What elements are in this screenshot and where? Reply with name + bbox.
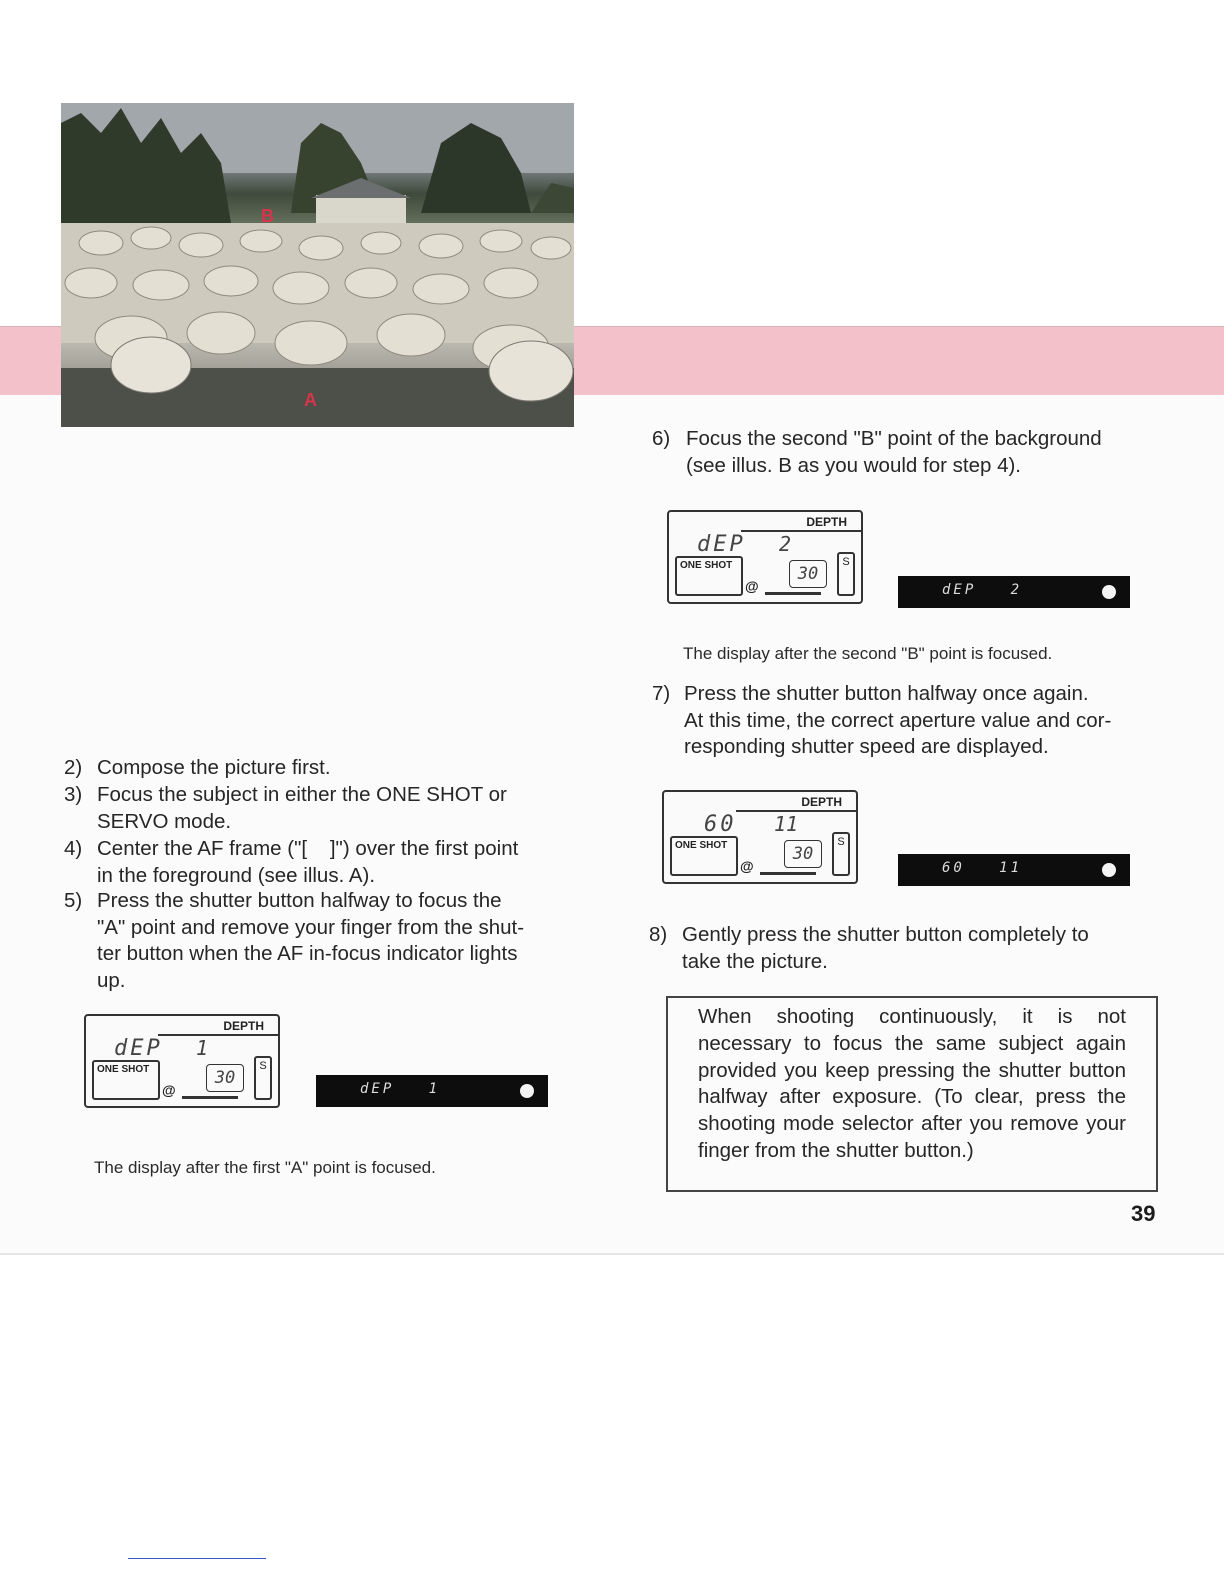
step-line: Compose the picture first.	[97, 756, 331, 779]
point-a-marker: A	[304, 390, 317, 410]
step-line: Focus the subject in either the ONE SHOT or	[97, 783, 507, 806]
depth-label: DEPTH	[158, 1016, 278, 1036]
step-text	[682, 922, 1089, 975]
step-text	[97, 782, 507, 835]
caption-second: The display after the second "B" point is focused.	[683, 644, 1053, 663]
film-advance-bar	[182, 1096, 238, 1099]
lcd-shutter-readout: 60	[704, 812, 737, 837]
step-line: Press the shutter button halfway to focus the	[97, 889, 502, 912]
s-indicator: S	[254, 1056, 272, 1100]
step-number: 3)	[64, 783, 83, 806]
step-number: 4)	[64, 837, 83, 860]
bottom-rule	[0, 1253, 1224, 1255]
sheep-photo	[61, 103, 574, 427]
continuous-shooting-note: When shooting continuously, it is not necessary to focus the same subject again provided you keep pressing the shutter button halfway after exposure. (To clear, press the shooting mode selector after you remove your finger from the shutter button.)	[666, 996, 1158, 1192]
step-line: Focus the second "B" point of the background	[686, 427, 1102, 450]
step-line: SERVO mode.	[97, 809, 232, 833]
s-indicator: S	[832, 832, 850, 876]
s-indicator: S	[837, 552, 855, 596]
step-line: in the foreground (see illus. A).	[97, 863, 376, 887]
in-focus-indicator-icon	[520, 1084, 534, 1098]
film-icon: @	[162, 1082, 176, 1098]
step-text	[97, 755, 331, 782]
frame-counter: 30	[206, 1064, 244, 1092]
lcd-aperture-readout: 11	[774, 812, 799, 836]
lcd-panel-second	[667, 510, 863, 604]
lcd-main-readout: dEP	[114, 1036, 163, 1061]
step-line: (see illus. B as you would for step 4).	[686, 453, 1021, 477]
step-text	[686, 426, 1102, 479]
viewfinder-display-second	[898, 576, 1130, 608]
step-number: 5)	[64, 889, 83, 912]
depth-label: DEPTH	[736, 792, 856, 812]
viewfinder-readout: dEP 1	[360, 1081, 441, 1097]
footer-rule	[128, 1558, 266, 1559]
lcd-panel-third	[662, 790, 858, 884]
in-focus-indicator-icon	[1102, 863, 1116, 877]
step-text	[97, 836, 518, 889]
frame-counter: 30	[789, 560, 827, 588]
step-line: Gently press the shutter button completely to	[682, 923, 1089, 946]
step-line: "A" point and remove your finger from the shut-	[97, 915, 525, 939]
in-focus-indicator-icon	[1102, 585, 1116, 599]
lcd-main-readout: dEP	[697, 532, 746, 557]
step-line: up.	[97, 968, 126, 992]
point-b-marker: B	[261, 206, 274, 226]
step-line: At this time, the correct aperture value and cor-	[684, 708, 1112, 732]
viewfinder-display-third	[898, 854, 1130, 886]
viewfinder-readout: 60 11	[942, 860, 1023, 876]
lcd-panel-first	[84, 1014, 280, 1108]
one-shot-mode-indicator: ONE SHOT	[675, 556, 743, 596]
film-icon: @	[740, 858, 754, 874]
step-number: 6)	[652, 427, 671, 450]
step-line: responding shutter speed are displayed.	[684, 735, 1049, 758]
film-advance-bar	[760, 872, 816, 875]
step-line: Center the AF frame ("[ ]") over the first point	[97, 837, 519, 860]
step-line: ter button when the AF in-focus indicator lights	[97, 942, 518, 965]
one-shot-mode-indicator: ONE SHOT	[670, 836, 738, 876]
film-advance-bar	[765, 592, 821, 595]
sheep-illustration	[61, 103, 574, 427]
film-icon: @	[745, 578, 759, 594]
one-shot-mode-indicator: ONE SHOT	[92, 1060, 160, 1100]
frame-counter: 30	[784, 840, 822, 868]
step-number: 8)	[649, 923, 668, 946]
depth-label: DEPTH	[741, 512, 861, 532]
viewfinder-display-first	[316, 1075, 548, 1107]
caption-first: The display after the first "A" point is focused.	[94, 1158, 436, 1177]
page-number: 39	[1131, 1201, 1156, 1226]
viewfinder-readout: dEP 2	[942, 582, 1023, 598]
step-line: Press the shutter button halfway once again.	[684, 682, 1089, 705]
step-text	[684, 681, 1111, 761]
step-number: 2)	[64, 756, 83, 779]
step-line: take the picture.	[682, 949, 828, 973]
step-text	[97, 888, 524, 994]
lcd-secondary-readout: 1	[196, 1036, 209, 1060]
step-number: 7)	[652, 682, 671, 705]
lcd-secondary-readout: 2	[779, 532, 792, 556]
